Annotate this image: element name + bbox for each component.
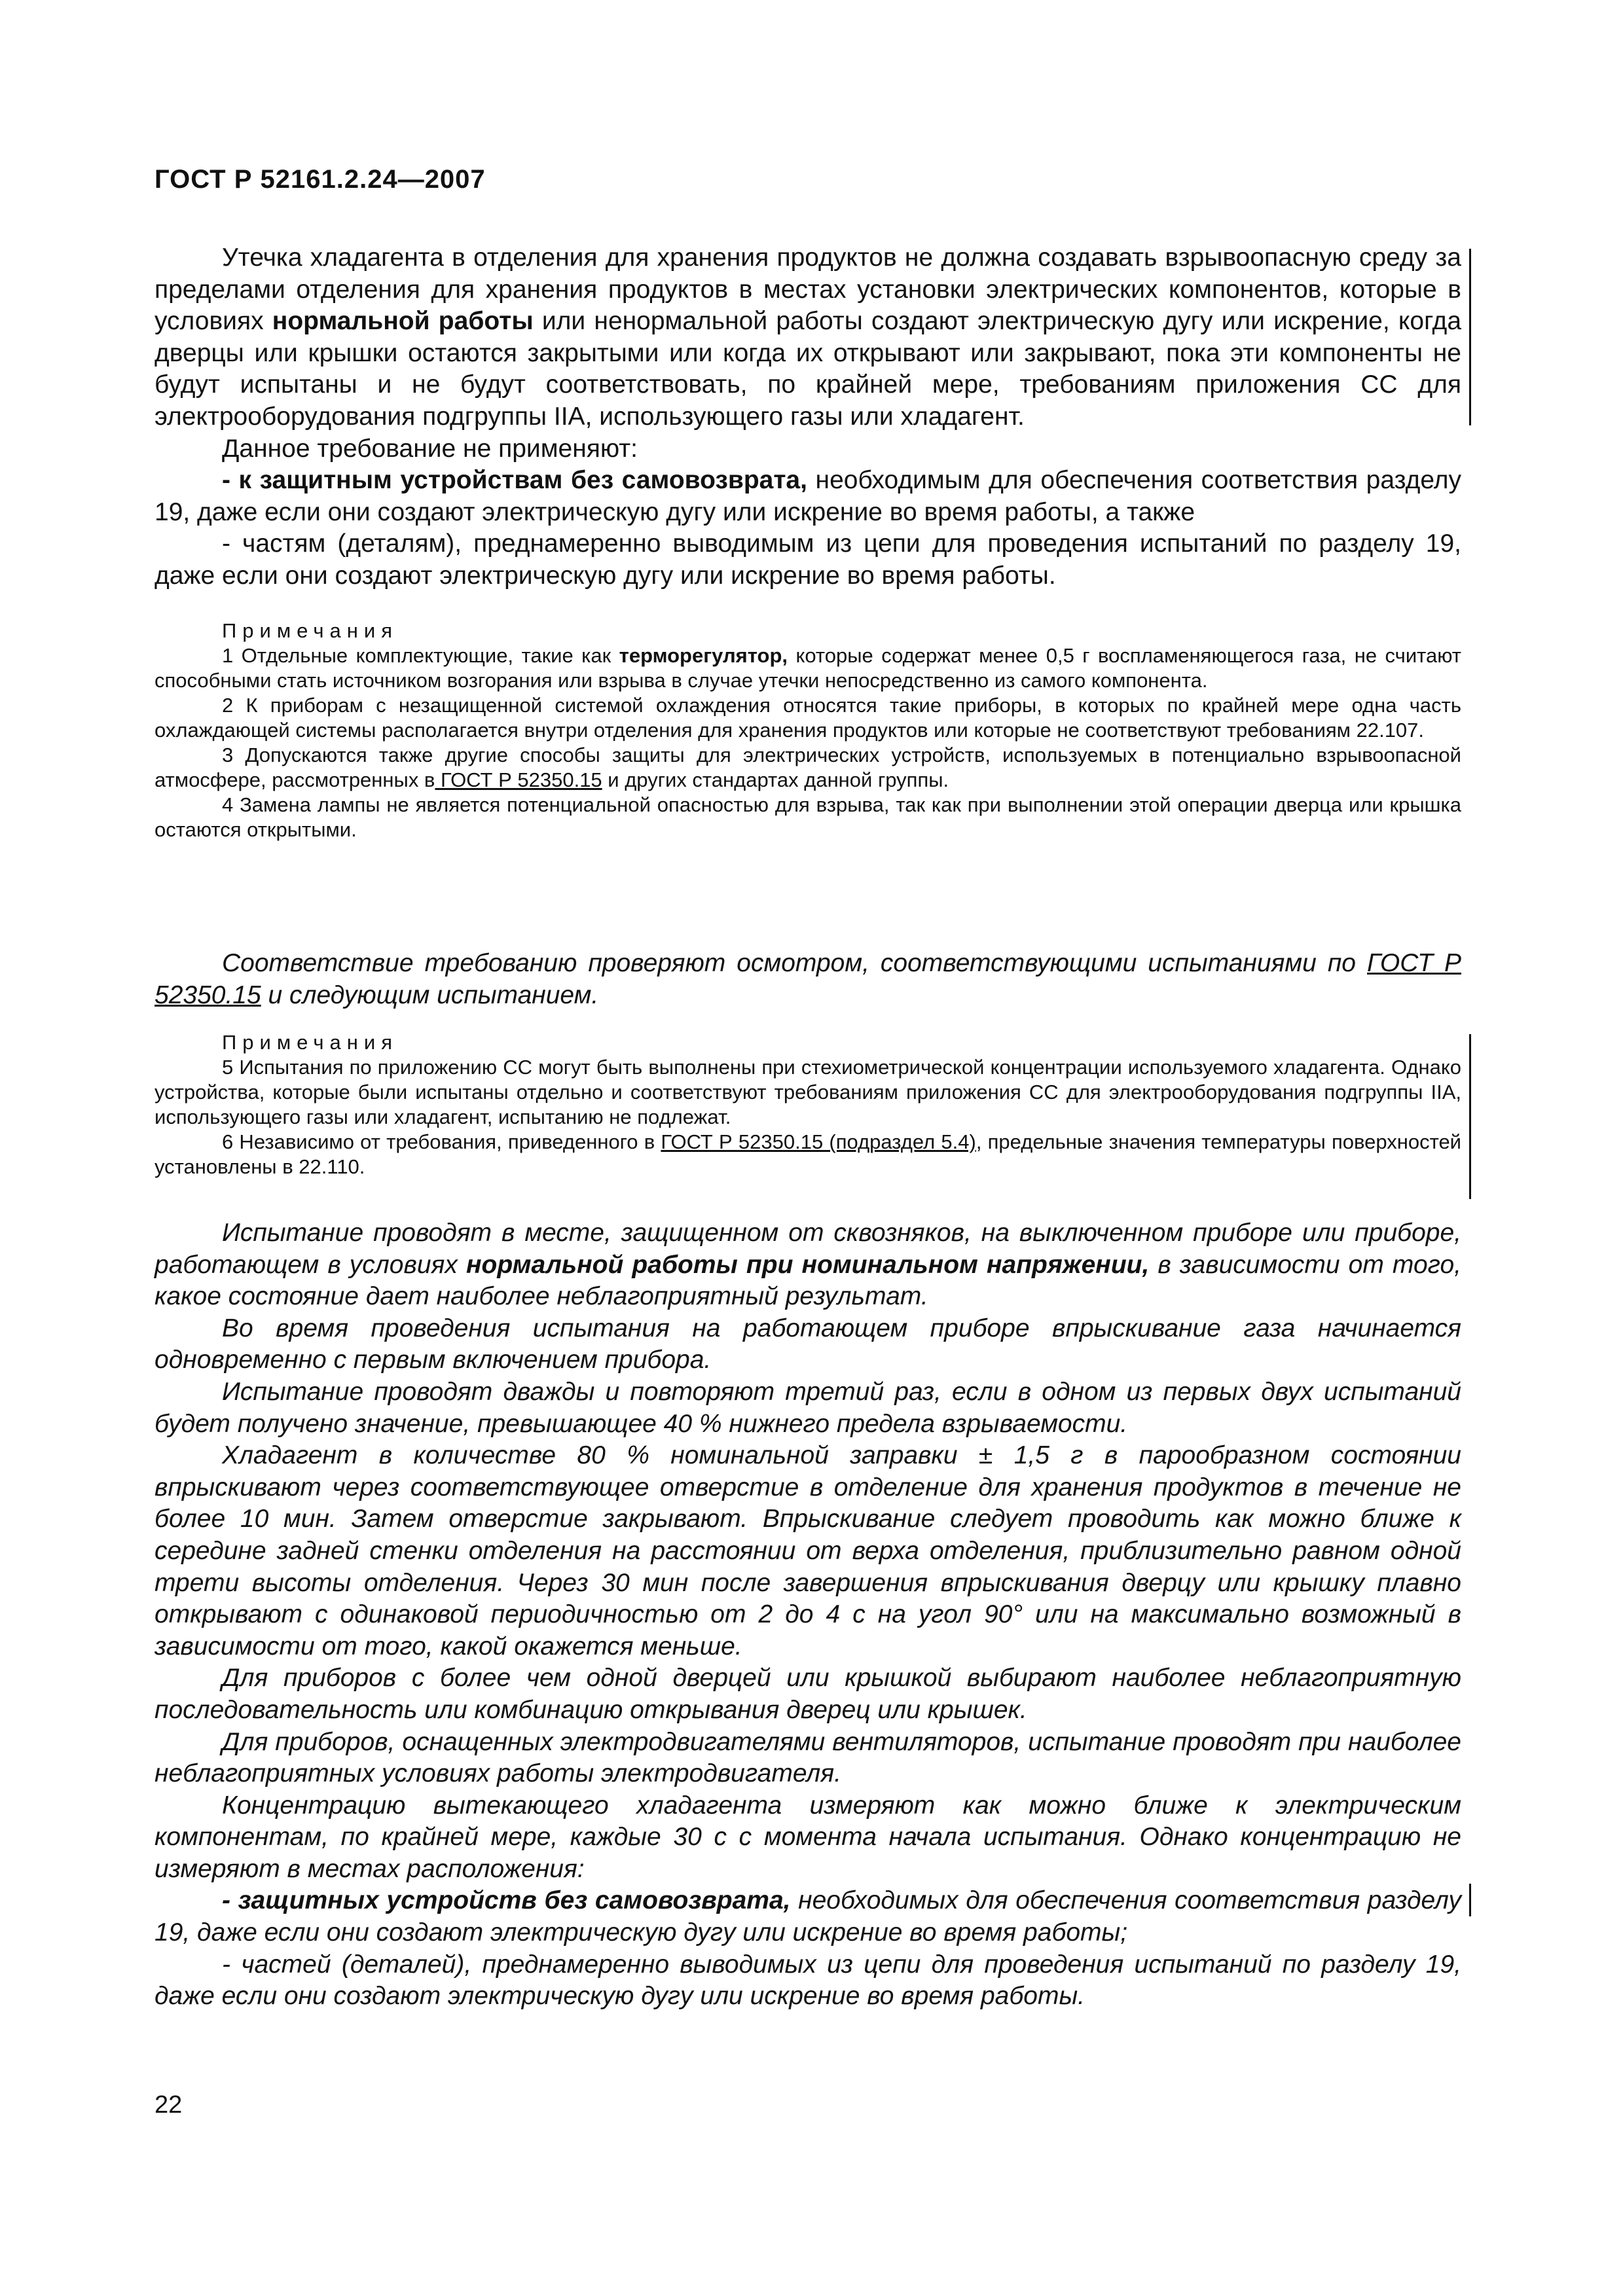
notes-block <box>155 619 1461 842</box>
compliance-statement <box>155 948 1461 1011</box>
list-item: - частей (деталей), преднамеренно выводимых из цепи для проведения испытаний по разделу 19, даже если они создают электрическую дугу или искрение во время работы. <box>155 1950 1461 2011</box>
list-item: - защитных устройств без самовозврата, необходимых для обеспечения соответствия разделу 19, даже если они создают электрическую дугу или искрение во время работы; <box>155 1886 1461 1947</box>
note: 5 Испытания по приложению СС могут быть выполнены при стехиометрической концентрации используемого хладагента. Однако устройства, которые были испытаны отдельно и соответствуют требованиям приложения СС для электрооборудования подгруппы IIA, использующего газы или хладагент, испытанию не подлежат. <box>155 1056 1461 1128</box>
standard-reference-link[interactable]: ГОСТ Р 52350.15 <box>155 949 1461 1009</box>
paragraph: Испытание проводят дважды и повторяют третий раз, если в одном из первых двух испытаний будет получено значение, превышающее 40 % нижнего предела взрываемости. <box>155 1377 1461 1438</box>
standard-reference-link[interactable]: ГОСТ Р 52350.15 (подраздел 5.4) <box>661 1130 976 1153</box>
notes-block <box>155 1030 1461 1179</box>
paragraph: Концентрацию вытекающего хладагента измеряют как можно ближе к электрическим компонентам, по крайней мере, каждые 30 с с момента начала испытания. Однако концентрацию не измеряют в местах расположения: <box>155 1791 1461 1883</box>
change-bar <box>1469 1034 1471 1199</box>
change-bar <box>1469 249 1471 425</box>
paragraph: Соответствие требованию проверяют осмотром, соответствующими испытаниями по ГОСТ Р 52350.15 и следующим испытанием. <box>155 949 1461 1009</box>
note: 2 К приборам с незащищенной системой охлаждения относятся такие приборы, в которых по крайней мере одна часть охлаждающей системы располагается внутри отделения для хранения продуктов или которые не соответствуют требованиям 22.107. <box>155 694 1461 742</box>
document-header: ГОСТ Р 52161.2.24—2007 <box>155 165 486 194</box>
notes-heading: Примечания <box>222 619 398 642</box>
list-item: - частям (деталям), преднамеренно выводимым из цепи для проведения испытаний по разделу 19, даже если они создают электрическую дугу или искрение во время работы. <box>155 529 1461 590</box>
test-procedure <box>155 1217 1461 2013</box>
paragraph: Для приборов, оснащенных электродвигателями вентиляторов, испытание проводят при наиболее неблагоприятных условиях работы электродвигателя. <box>155 1727 1461 1788</box>
paragraph: Данное требование не применяют: <box>222 434 638 463</box>
paragraph: Утечка хладагента в отделения для хранения продуктов не должна создавать взрывоопасную среду за пределами отделения для хранения продуктов в местах установки электрических компонентов, которые в условиях нормальной работы или ненормальной работы создают электрическую дугу или искрение, когда дверцы или крышки остаются закрытыми или когда их открывают или закрывают, пока эти компоненты не будут испытаны и не будут соответствовать, по крайней мере, требованиям приложения СС для электрооборудования подгруппы IIA, использующего газы или хладагент. <box>155 243 1462 431</box>
paragraph: Испытание проводят в месте, защищенном от сквозняков, на выключенном приборе или приборе, работающем в условиях нормальной работы при номинальном напряжении, в зависимости от того, какое состояние дает наиболее неблагоприятный результат. <box>155 1219 1461 1311</box>
standard-reference-link[interactable]: ГОСТ Р 52350.15 <box>435 768 602 791</box>
note: 1 Отдельные комплектующие, такие как терморегулятор, которые содержат менее 0,5 г воспламеняющегося газа, не считают способными стать источником возгорания или взрыва в случае утечки непосредственно из самого компонента. <box>155 644 1461 692</box>
requirement-section <box>155 242 1461 592</box>
paragraph: Во время проведения испытания на работающем приборе впрыскивание газа начинается одновременно с первым включением прибора. <box>155 1314 1461 1374</box>
paragraph: Для приборов с более чем одной дверцей или крышкой выбирают наиболее неблагоприятную последовательность или комбинацию открывания дверец или крышек. <box>155 1664 1461 1724</box>
page-number: 22 <box>155 2091 183 2119</box>
note: 6 Независимо от требования, приведенного в ГОСТ Р 52350.15 (подраздел 5.4), предельные значения температуры поверхностей установлены в 22.110. <box>155 1130 1461 1178</box>
list-item: - к защитным устройствам без самовозврата, необходимым для обеспечения соответствия разделу 19, даже если они создают электрическую дугу или искрение во время работы, а также <box>155 466 1462 526</box>
note: 4 Замена лампы не является потенциальной опасностью для взрыва, так как при выполнении этой операции дверца или крышка остаются открытыми. <box>155 793 1461 841</box>
paragraph: Хладагент в количестве 80 % номинальной заправки ± 1,5 г в парообразном состоянии впрыскивают через соответствующее отверстие в отделение для хранения продуктов в течение не более 10 мин. Затем отверстие закрывают. Впрыскивание следует проводить как можно ближе к середине задней стенки отделения на расстоянии от верха отделения, приблизительно равном одной трети высоты отделения. Через 30 мин после завершения впрыскивания дверцу или крышку плавно открывают с одинаковой периодичностью от 2 до 4 с на угол 90° или на максимально возможный в зависимости от того, какой окажется меньше. <box>155 1441 1461 1660</box>
notes-heading: Примечания <box>222 1031 398 1054</box>
change-bar <box>1469 1884 1471 1916</box>
note: 3 Допускаются также другие способы защиты для электрических устройств, используемых в потенциально взрывоопасной атмосфере, рассмотренных в ГОСТ Р 52350.15 и других стандартах данной группы. <box>155 744 1461 791</box>
